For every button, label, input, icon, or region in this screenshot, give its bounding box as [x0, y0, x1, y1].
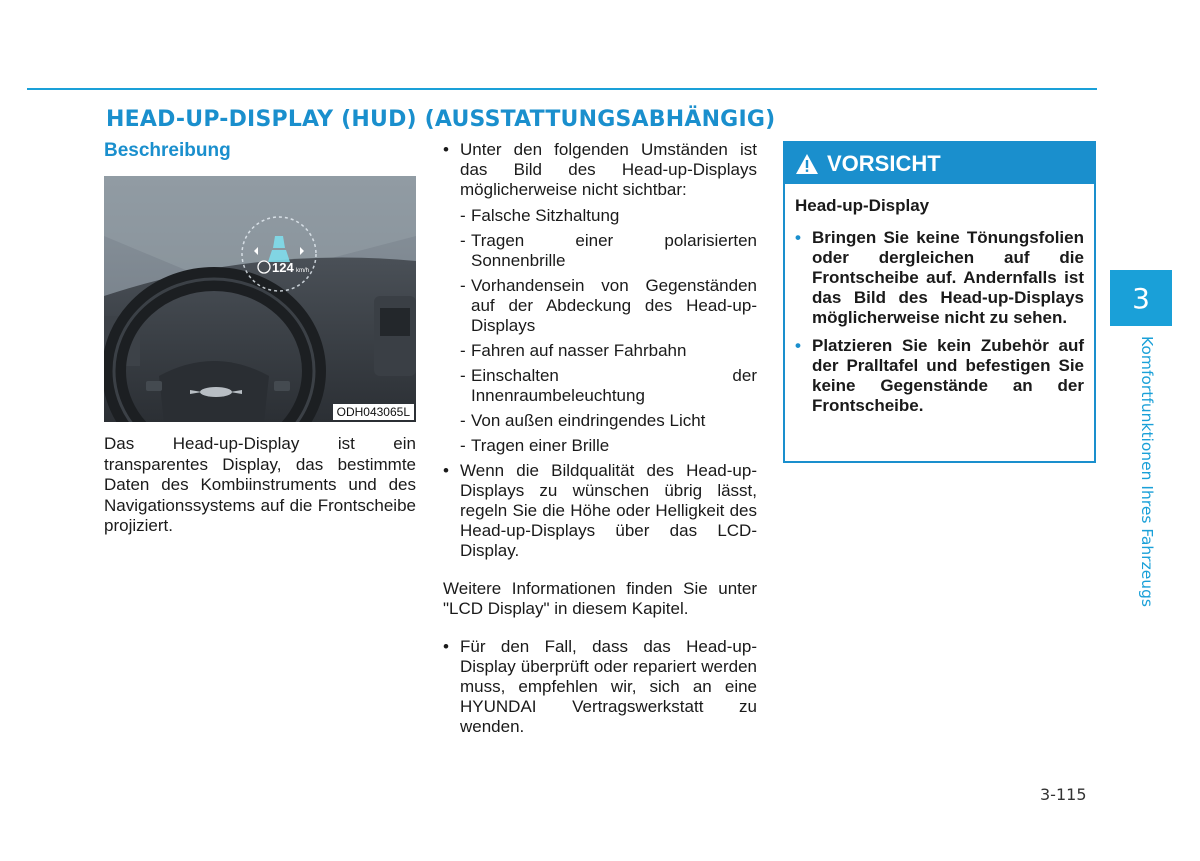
visibility-bullet — [443, 140, 757, 200]
caution-item: • Bringen Sie keine Tönungsfolien oder dergleichen auf die Frontscheibe auf. Andernfalls ist das Bild des Head-up-Displays möglicherweise nicht zu sehen. — [795, 228, 1084, 328]
subheading: Beschreibung — [104, 140, 231, 161]
caution-header — [785, 143, 1094, 184]
condition-item: - Tragen einer Brille — [460, 436, 610, 455]
service-bullet-text: Für den Fall, dass das Head-up-Display überprüft oder repariert werden muss, empfehlen wir, sich an eine HYUNDAI Vertragswerkstatt zu wenden. — [460, 637, 757, 736]
top-rule — [27, 88, 1097, 90]
left-column — [104, 140, 416, 537]
hud-speed: 124 — [272, 260, 294, 275]
hud-unit: km/h — [296, 268, 310, 274]
quality-bullet — [443, 461, 757, 561]
warning-icon — [795, 153, 819, 175]
caution-subtitle: Head-up-Display — [795, 196, 930, 215]
caution-item: • Platzieren Sie kein Zubehör auf der Pralltafel und befestigen Sie keine Gegenstände an der Frontscheibe. — [795, 336, 1084, 416]
service-bullet — [443, 637, 757, 737]
condition-item: - Vorhandensein von Gegenständen auf der Abdeckung des Head-up-Displays — [460, 276, 757, 335]
caution-title: VORSICHT — [827, 150, 941, 176]
condition-item: - Einschalten der Innenraumbeleuchtung — [460, 366, 757, 405]
page-number: 3-115 — [1040, 785, 1087, 804]
condition-item: - Fahren auf nasser Fahrbahn — [460, 341, 687, 360]
caution-box — [783, 141, 1096, 463]
condition-item: - Falsche Sitzhaltung — [460, 206, 620, 225]
chapter-title: Komfortfunktionen Ihres Fahrzeugs — [1138, 336, 1156, 607]
quality-bullet-text: Wenn die Bildqualität des Head-up-Displays zu wünschen übrig lässt, regeln Sie die Höhe oder Helligkeit des Head-up-Displays über das LCD-Display. — [460, 461, 757, 560]
chapter-tab: 3 — [1110, 270, 1172, 326]
condition-item: - Von außen eindringendes Licht — [460, 411, 706, 430]
caution-body — [785, 184, 1094, 416]
image-code: ODH043065L — [333, 404, 414, 420]
conditions-list — [443, 206, 757, 456]
intro-text: Das Head-up-Display ist ein transparentes Display, das bestimmte Daten des Kombiinstruments und des Navigationssystems auf die Frontscheibe projiziert. — [104, 434, 416, 535]
dashboard-illustration — [104, 176, 416, 422]
condition-item: - Tragen einer polarisierten Sonnenbrille — [460, 231, 757, 270]
section-title: HEAD-UP-DISPLAY (HUD) (AUSSTATTUNGSABHÄNGIG) — [106, 107, 776, 132]
more-info-text: Weitere Informationen finden Sie unter "LCD Display" in diesem Kapitel. — [443, 579, 757, 618]
visibility-bullet-text: Unter den folgenden Umständen ist das Bild des Head-up-Displays möglicherweise nicht sichtbar: — [460, 140, 757, 199]
middle-column — [443, 140, 757, 737]
hud-photo — [104, 176, 416, 422]
